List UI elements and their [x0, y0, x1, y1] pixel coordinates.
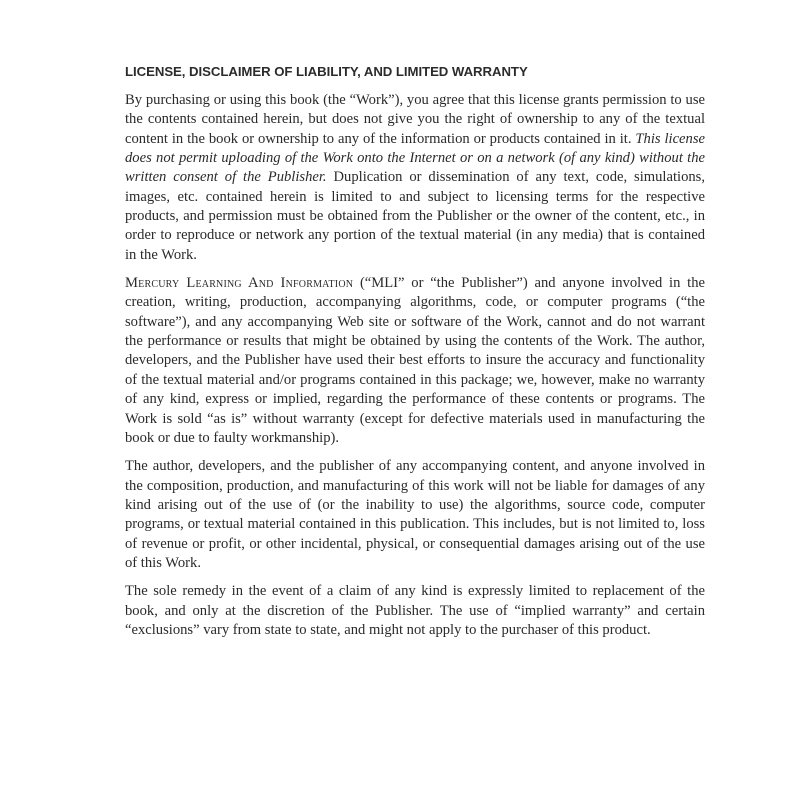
paragraph-disclaimer	[125, 274, 705, 448]
paragraph-license-grant	[125, 91, 705, 265]
publisher-name: Mercury Learning And Information	[125, 275, 354, 292]
license-text-block	[125, 64, 705, 649]
paragraph-remedy: The sole remedy in the event of a claim of any kind is expressly limited to replacement of the book, and only at the discretion of the Publisher. The use of “implied warranty” and certain “exclusions” vary from state to state, and might not apply to the purchaser of this product.	[125, 583, 705, 638]
paragraph-license-grant-italic: This license does not permit uploading of the Work onto the Internet or on a network (of any kind) without the written consent of the Publisher.	[125, 130, 705, 186]
paragraph-disclaimer-text: (“MLI” or “the Publisher”) and anyone involved in the creation, writing, production, accompanying algorithms, code, or computer programs (“the software”), and any accompanying Web site or software of the Work, cannot and do not warrant the performance or results that might be obtained by using the contents of the Work. The author, developers, and the Publisher have used their best efforts to insure the accuracy and functionality of the textual material and/or programs contained in this package; we, however, make no warranty of any kind, express or implied, regarding the performance of these contents or programs. The Work is sold “as is” without warranty (except for defective materials used in manufacturing the book or due to faulty workmanship).	[125, 275, 705, 446]
license-heading: LICENSE, DISCLAIMER OF LIABILITY, AND LIMITED WARRANTY	[125, 64, 528, 79]
paragraph-license-grant-text-b: Duplication or dissemination of any text, code, simulations, images, etc. contained herein is limited to and subject to licensing terms for the respective products, and permission must be obtained from the Publisher or the owner of the content, etc., in order to reproduce or network any portion of the textual material (in any media) that is contained in the Work.	[125, 169, 705, 263]
paragraph-liability: The author, developers, and the publisher of any accompanying content, and anyone involved in the composition, production, and manufacturing of this work will not be liable for damages of any kind arising out of the use of (or the inability to use) the algorithms, source code, computer programs, or textual material contained in this publication. This includes, but is not limited to, loss of revenue or profit, or other incidental, physical, or consequential damages arising out of the use of this Work.	[125, 458, 705, 571]
paragraph-license-grant-text-a: By purchasing or using this book (the “Work”), you agree that this license grants permission to use the contents contained herein, but does not give you the right of ownership to any of the textual content in the book or ownership to any of the information or products contained in it.	[125, 92, 705, 147]
